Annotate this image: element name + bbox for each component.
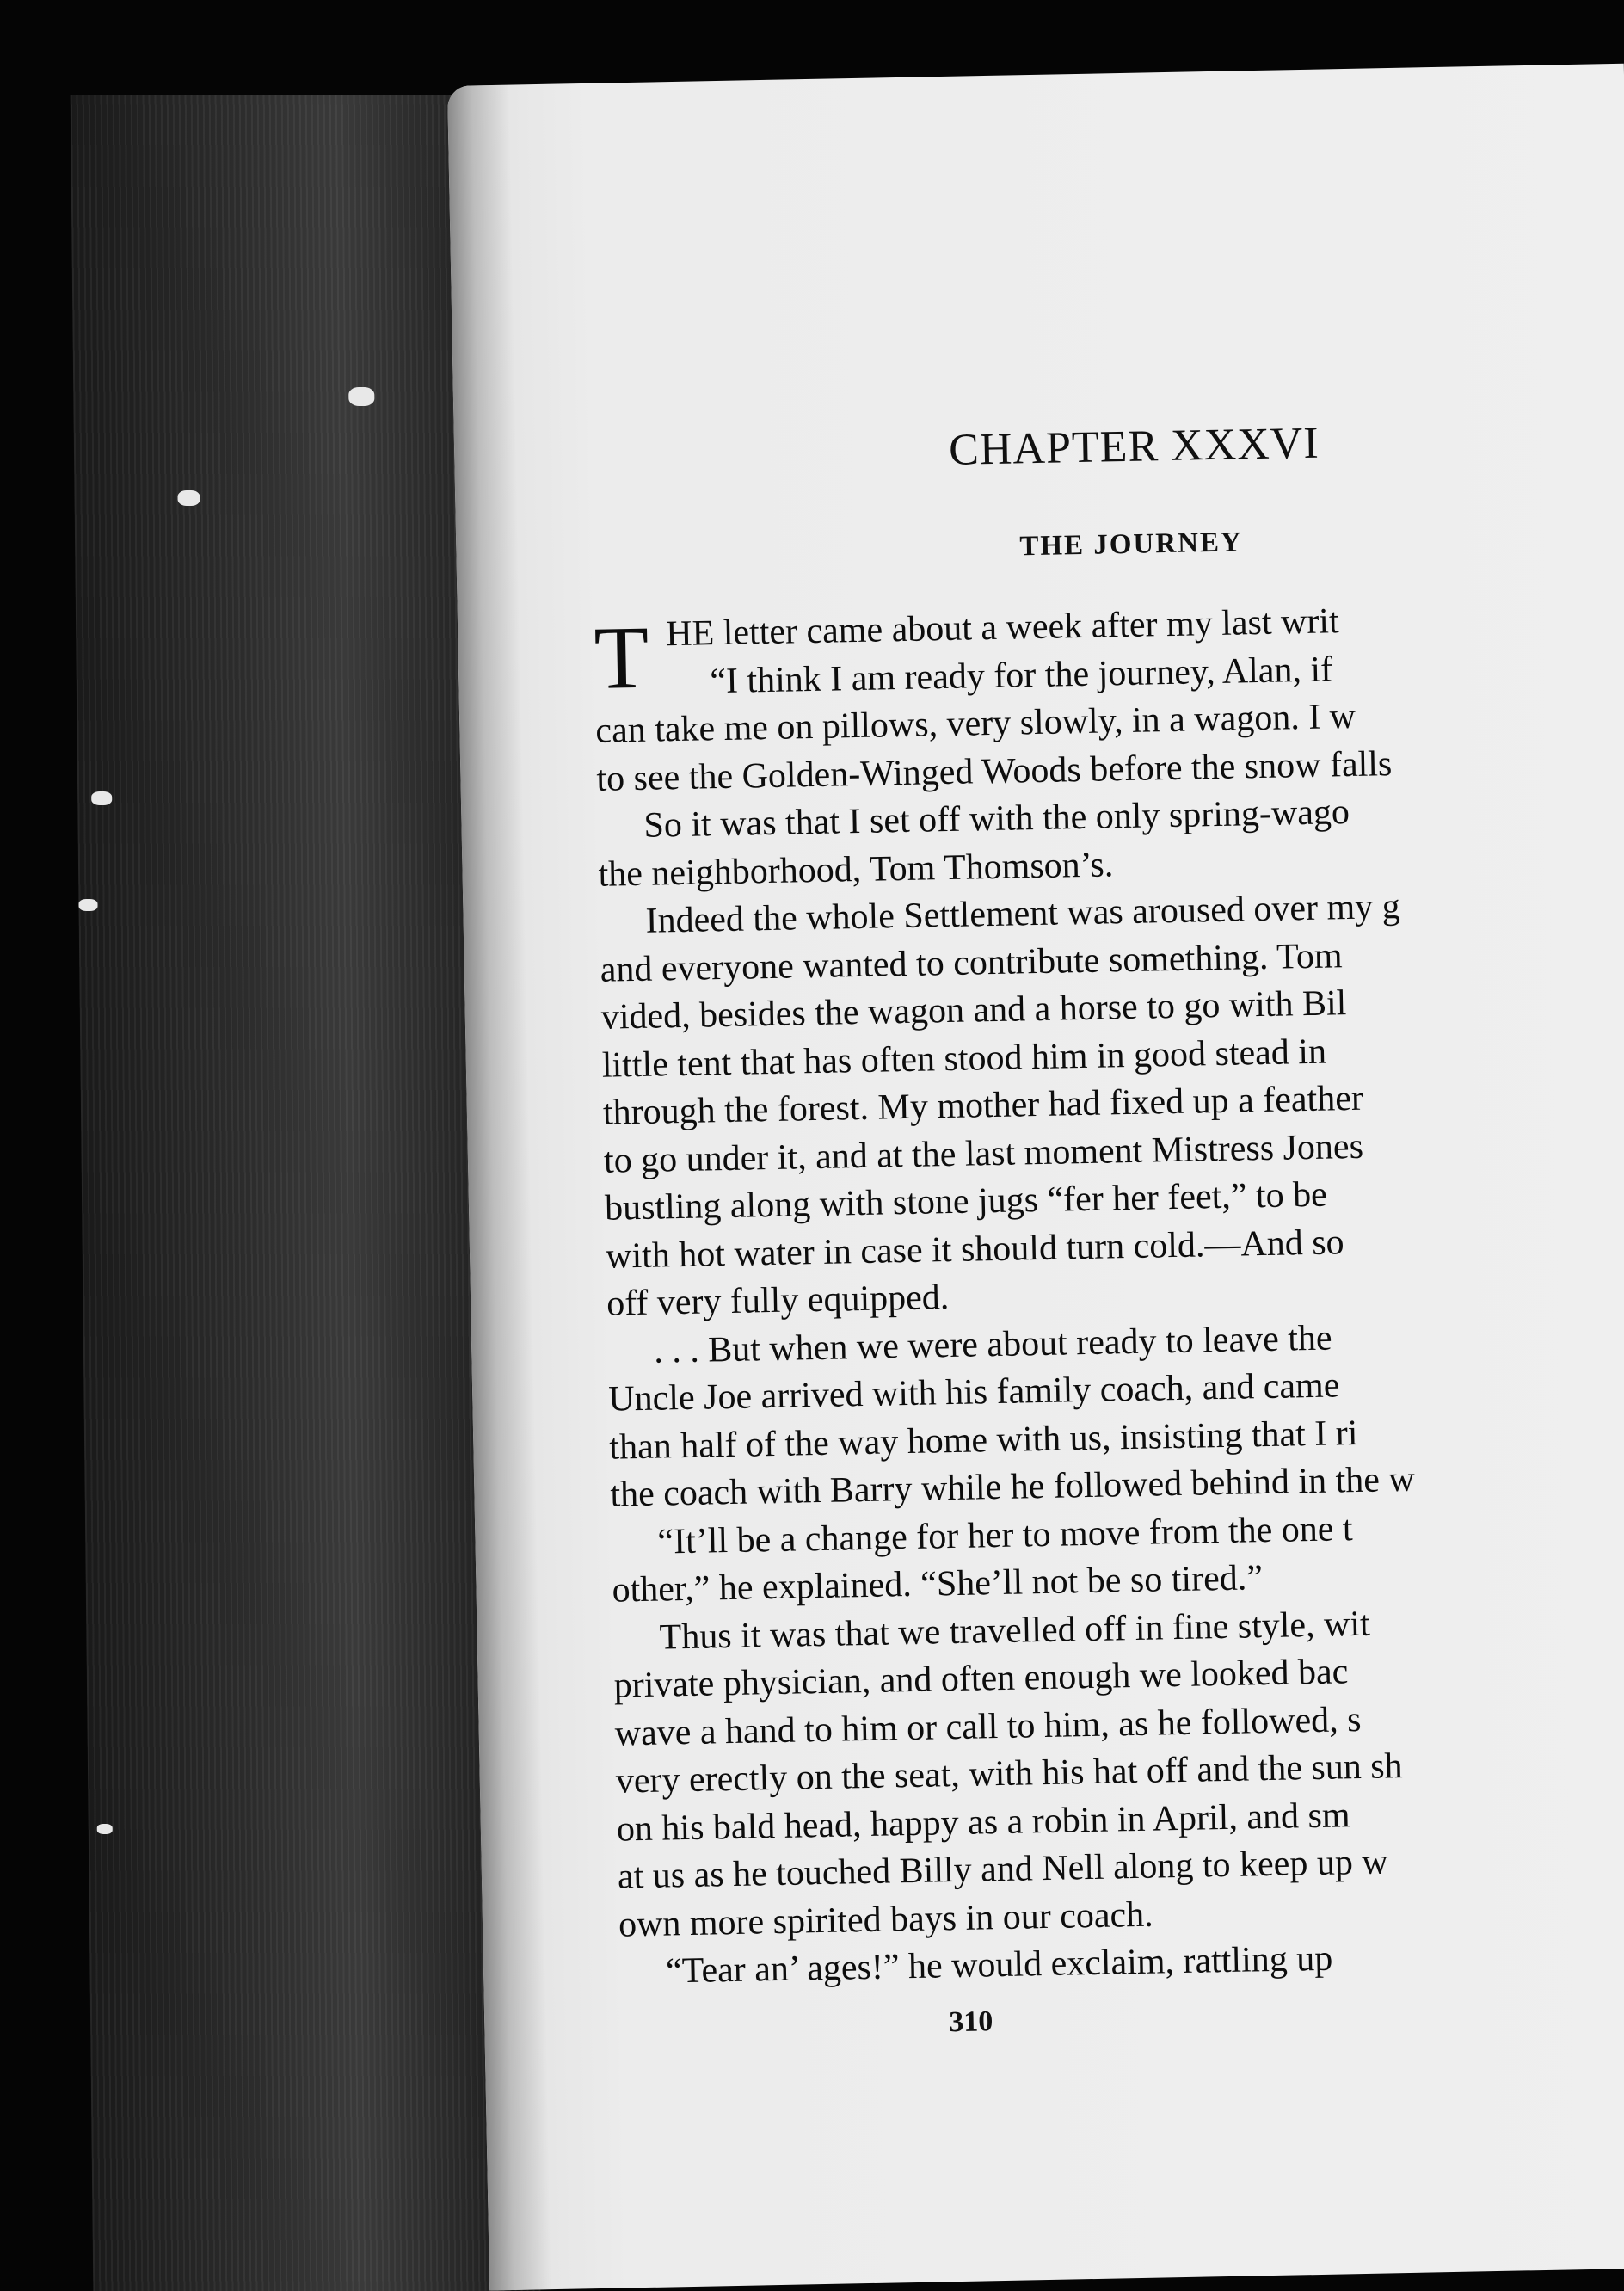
text-line: little tent that has often stood him in good stead in — [601, 1032, 1327, 1086]
text-line: at us as he touched Billy and Nell along to keep up w — [617, 1842, 1389, 1897]
text-line: and everyone wanted to contribute something. Tom — [600, 935, 1343, 990]
text-line: vided, besides the wagon and a horse to go with Bil — [600, 983, 1347, 1038]
text-line: “It’ll be a change for her to move from the one t — [657, 1508, 1353, 1562]
cover-speck — [97, 1824, 113, 1834]
text-line: the coach with Barry while he followed behind in the w — [610, 1459, 1416, 1515]
text-line: “I think I am ready for the journey, Alan, if — [709, 649, 1333, 701]
cover-speck — [177, 490, 200, 506]
text-line: through the forest. My mother had fixed up a feather — [602, 1078, 1364, 1133]
text-line: . . . But when we were about ready to leave the — [653, 1318, 1332, 1371]
text-line: Uncle Joe arrived with his family coach, and came — [607, 1365, 1340, 1420]
text-line: on his bald head, happy as a robin in April, and sm — [616, 1795, 1350, 1850]
text-line: Indeed the whole Settlement was aroused over my g — [645, 886, 1401, 941]
text-lines — [595, 687, 1624, 1997]
cover-speck — [78, 899, 97, 911]
text-line: bustling along with stone jugs “fer her feet,” to be — [604, 1174, 1328, 1229]
text-line: can take me on pillows, very slowly, in a wagon. I w — [594, 696, 1356, 751]
book-page — [447, 64, 1624, 2291]
text-line: the neighborhood, Tom Thomson’s. — [598, 844, 1114, 895]
cover-speck — [348, 387, 374, 406]
text-line: own more spirited bays in our coach. — [618, 1894, 1154, 1945]
text-line: Thus it was that we travelled off in fine style, wit — [659, 1604, 1371, 1658]
chapter-body-text — [594, 591, 1624, 1997]
text-line: very erectly on the seat, with his hat off and the sun sh — [615, 1746, 1403, 1801]
text-line: to go under it, and at the last moment Mistress Jones — [603, 1126, 1364, 1181]
text-line: with hot water in case it should turn cold.—And so — [605, 1222, 1344, 1277]
opening-paragraph — [594, 591, 1624, 708]
text-line: to see the Golden-Winged Woods before the snow falls — [596, 743, 1393, 799]
text-line: private physician, and often enough we looked bac — [613, 1652, 1349, 1706]
drop-cap: T — [593, 607, 650, 708]
text-line: other,” he explained. “She’ll not be so tired.” — [612, 1558, 1264, 1610]
text-line: wave a hand to him or call to him, as he followed, s — [614, 1699, 1362, 1754]
text-line: off very fully equipped. — [606, 1278, 950, 1324]
text-line: HE letter came about a week after my last writ — [665, 601, 1340, 655]
page-number: 310 — [948, 2005, 993, 2039]
chapter-number: CHAPTER XXXVI — [948, 418, 1320, 475]
cover-speck — [91, 791, 112, 805]
text-line: “Tear an’ ages!” he would exclaim, rattling up — [665, 1938, 1333, 1992]
chapter-title: THE JOURNEY — [1019, 527, 1244, 563]
text-line: than half of the way home with us, insisting that I ri — [608, 1413, 1358, 1468]
text-line: So it was that I set off with the only spring-wago — [643, 792, 1350, 846]
